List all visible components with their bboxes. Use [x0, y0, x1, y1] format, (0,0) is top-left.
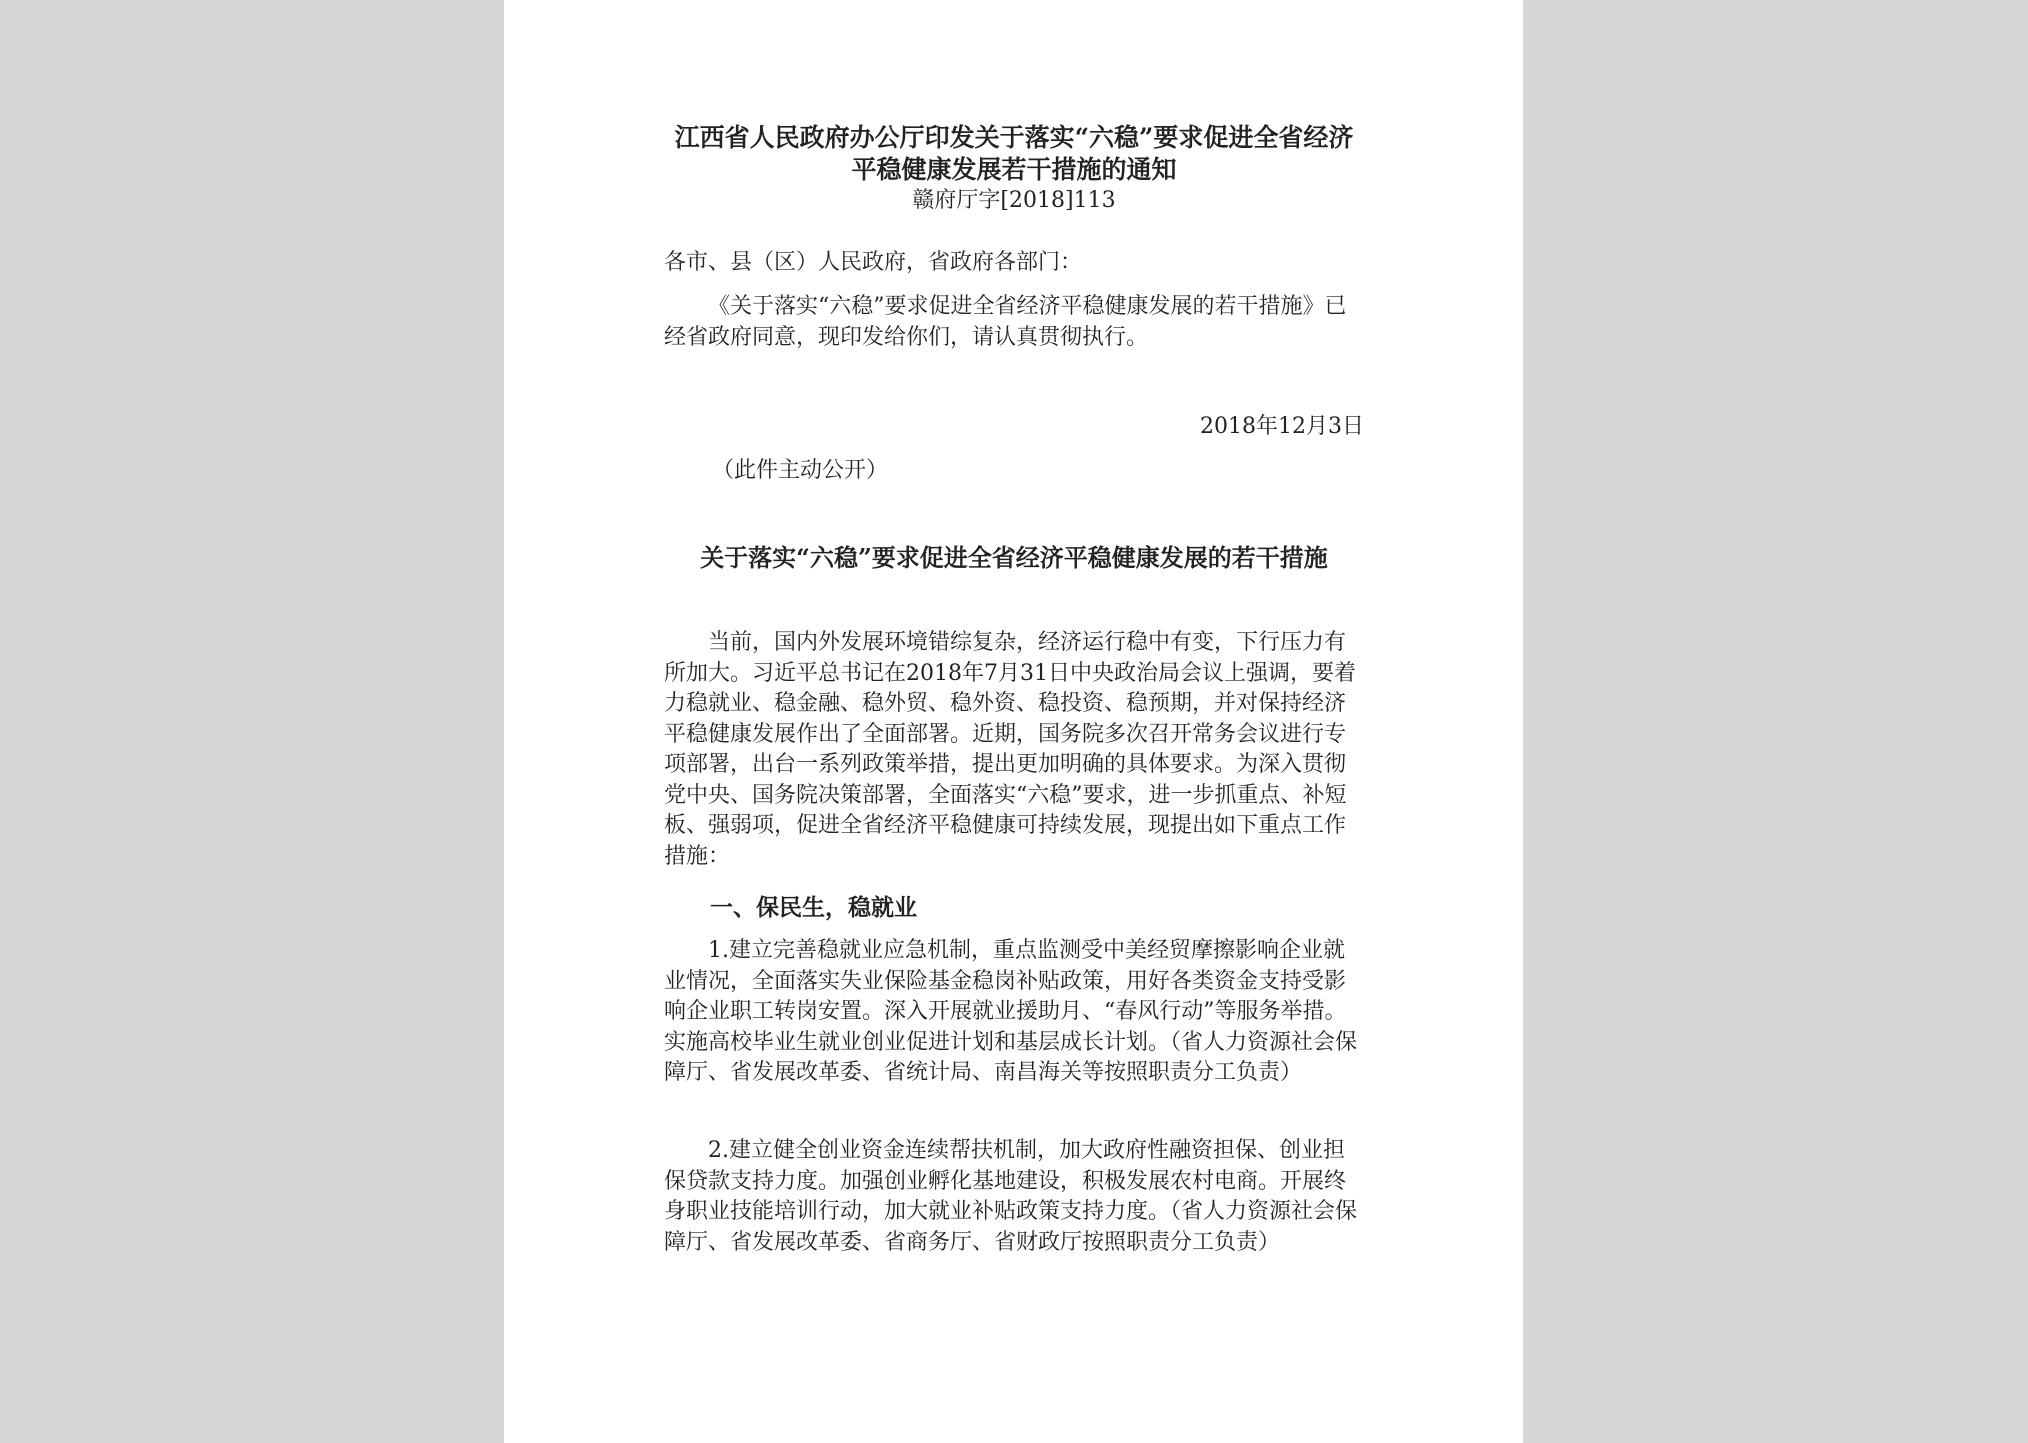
- preamble-paragraph: 当前，国内外发展环境错综复杂，经济运行稳中有变，下行压力有所加大。习近平总书记在2018年7月31日中央政治局会议上强调，要着力稳就业、稳金融、稳外贸、稳外资、稳投资、稳预期，并对保持经济平稳健康发展作出了全面部署。近期，国务院多次召开常务会议进行专项部署，出台一系列政策举措，提出更加明确的具体要求。为深入贯彻党中央、国务院决策部署，全面落实“六稳”要求，进一步抓重点、补短板、强弱项，促进全省经济平稳健康可持续发展，现提出如下重点工作措施：: [664, 630, 1356, 869]
- document-title: 江西省人民政府办公厅印发关于落实“六稳”要求促进全省经济平稳健康发展若干措施的通知: [674, 123, 1354, 184]
- document-page: [504, 0, 1523, 1443]
- public-note: （此件主动公开）: [712, 458, 889, 483]
- salutation: 各市、县（区）人民政府，省政府各部门：: [664, 250, 1083, 275]
- intro-paragraph: 《关于落实“六稳”要求促进全省经济平稳健康发展的若干措施》已经省政府同意，现印发给你们，请认真贯彻执行。: [664, 294, 1347, 350]
- issue-date: 2018年12月3日: [1200, 414, 1364, 439]
- measure-item: 2.建立健全创业资金连续帮扶机制，加大政府性融资担保、创业担保贷款支持力度。加强创业孵化基地建设，积极发展农村电商。开展终身职业技能培训行动，加大就业补贴政策支持力度。（省人力资源社会保障厅、省发展改革委、省商务厅、省财政厅按照职责分工负责）: [664, 1138, 1358, 1255]
- document-number: 赣府厅字[2018]113: [912, 188, 1116, 213]
- section-heading: 一、保民生，稳就业: [710, 894, 917, 921]
- measure-item: 1.建立完善稳就业应急机制，重点监测受中美经贸摩擦影响企业就业情况，全面落实失业保险基金稳岗补贴政策，用好各类资金支持受影响企业职工转岗安置。深入开展就业援助月、“春风行动”等服务举措。实施高校毕业生就业创业促进计划和基层成长计划。（省人力资源社会保障厅、省发展改革委、省统计局、南昌海关等按照职责分工负责）: [664, 938, 1358, 1085]
- measures-title: 关于落实“六稳”要求促进全省经济平稳健康发展的若干措施: [700, 543, 1328, 572]
